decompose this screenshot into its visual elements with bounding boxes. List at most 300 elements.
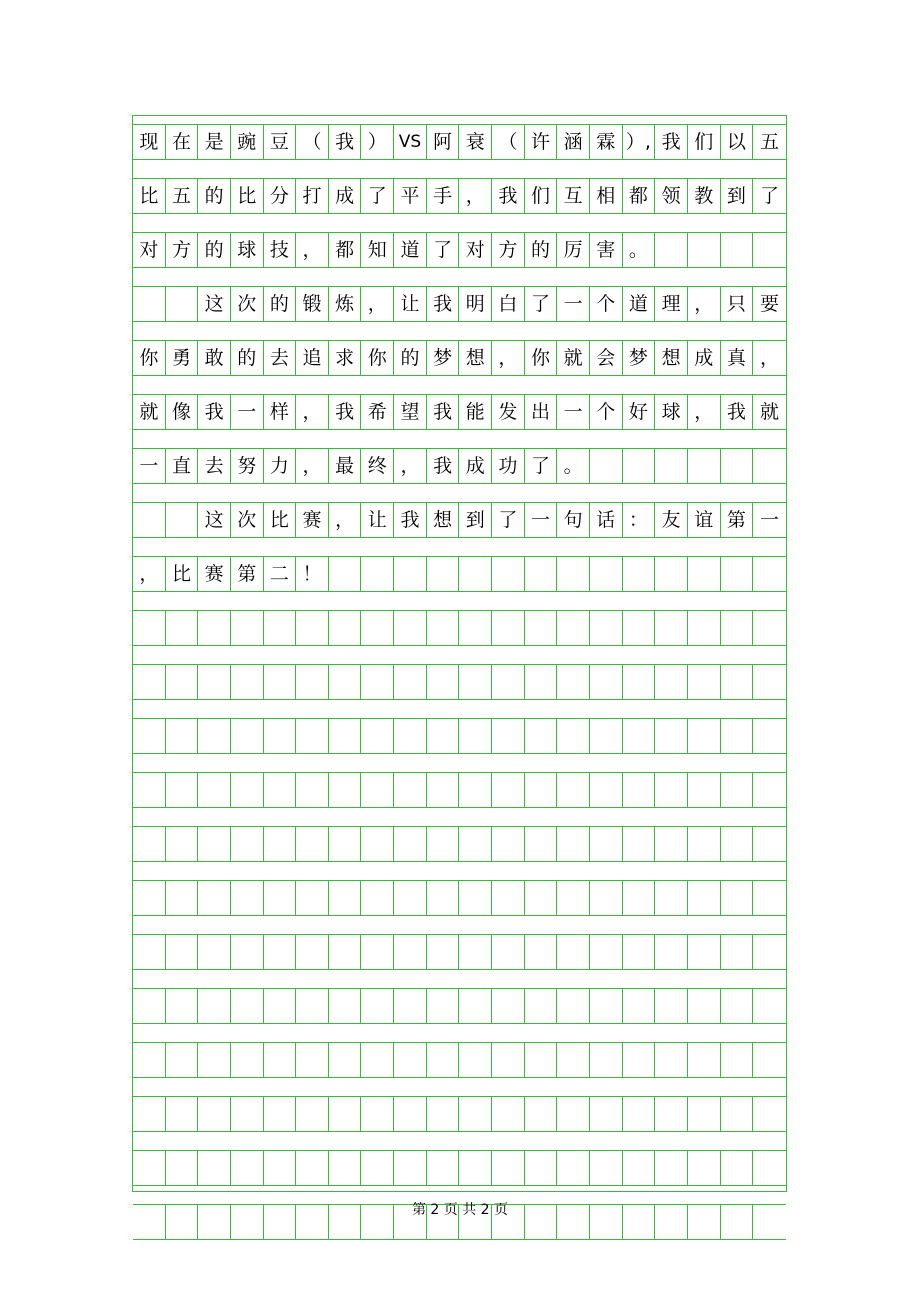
grid-cell: 厉 bbox=[557, 233, 590, 267]
grid-cell: 直 bbox=[166, 449, 199, 483]
writing-grid-sheet bbox=[132, 115, 787, 1192]
grid-cell: 你 bbox=[361, 341, 394, 375]
grid-row bbox=[133, 502, 786, 538]
grid-cell bbox=[166, 935, 199, 969]
grid-cell bbox=[394, 935, 427, 969]
grid-cell: 的 bbox=[264, 287, 297, 321]
grid-cell bbox=[557, 611, 590, 645]
grid-cell bbox=[753, 557, 786, 591]
grid-cell bbox=[655, 665, 688, 699]
grid-cell bbox=[231, 989, 264, 1023]
grid-cell bbox=[721, 719, 754, 753]
grid-cell bbox=[688, 611, 721, 645]
grid-cell: 次 bbox=[231, 503, 264, 537]
grid-cell bbox=[623, 1151, 656, 1185]
grid-cell: （ bbox=[492, 125, 525, 159]
grid-cell bbox=[688, 989, 721, 1023]
grid-cell: 好 bbox=[623, 395, 656, 429]
grid-cell: 求 bbox=[329, 341, 362, 375]
grid-cell: 技 bbox=[264, 233, 297, 267]
grid-cell bbox=[329, 665, 362, 699]
grid-cell bbox=[361, 935, 394, 969]
grid-cell: ）, bbox=[623, 125, 656, 159]
grid-cell: 我 bbox=[427, 449, 460, 483]
grid-cell bbox=[492, 557, 525, 591]
grid-cell bbox=[264, 827, 297, 861]
grid-cell bbox=[329, 1151, 362, 1185]
grid-cell bbox=[231, 1043, 264, 1077]
grid-cell bbox=[166, 719, 199, 753]
grid-cell bbox=[394, 611, 427, 645]
grid-cell bbox=[166, 287, 199, 321]
grid-row bbox=[133, 934, 786, 970]
grid-cell bbox=[329, 1097, 362, 1131]
grid-cell: 比 bbox=[166, 557, 199, 591]
grid-cell bbox=[264, 773, 297, 807]
grid-cell: 的 bbox=[525, 233, 558, 267]
grid-cell: 话 bbox=[590, 503, 623, 537]
grid-cell bbox=[557, 989, 590, 1023]
grid-cell bbox=[590, 719, 623, 753]
grid-cell: VS bbox=[394, 125, 427, 159]
grid-cell: ！ bbox=[296, 557, 329, 591]
grid-cell bbox=[427, 665, 460, 699]
grid-cell bbox=[133, 287, 166, 321]
grid-cell bbox=[198, 935, 231, 969]
grid-cell: 谊 bbox=[688, 503, 721, 537]
grid-cell: 想 bbox=[427, 503, 460, 537]
grid-cell: （ bbox=[296, 125, 329, 159]
grid-cell: 道 bbox=[394, 233, 427, 267]
grid-cell bbox=[753, 989, 786, 1023]
grid-cell bbox=[557, 1043, 590, 1077]
grid-cell bbox=[427, 935, 460, 969]
grid-cell: 了 bbox=[427, 233, 460, 267]
grid-cell bbox=[688, 1151, 721, 1185]
grid-cell bbox=[361, 827, 394, 861]
grid-cell bbox=[721, 1097, 754, 1131]
grid-cell: 成 bbox=[329, 179, 362, 213]
grid-cell bbox=[655, 1151, 688, 1185]
grid-cell: 梦 bbox=[427, 341, 460, 375]
grid-cell bbox=[721, 665, 754, 699]
grid-cell bbox=[394, 719, 427, 753]
grid-cell bbox=[492, 827, 525, 861]
grid-cell: ： bbox=[623, 503, 656, 537]
grid-cell bbox=[721, 557, 754, 591]
grid-cell: 都 bbox=[623, 179, 656, 213]
grid-cell bbox=[296, 1043, 329, 1077]
grid-cell bbox=[590, 1097, 623, 1131]
grid-cell: 希 bbox=[361, 395, 394, 429]
grid-cell bbox=[231, 1097, 264, 1131]
grid-cell bbox=[655, 1043, 688, 1077]
grid-cell: 理 bbox=[655, 287, 688, 321]
grid-cell bbox=[231, 773, 264, 807]
grid-cell: 道 bbox=[623, 287, 656, 321]
grid-cell: 五 bbox=[166, 179, 199, 213]
grid-cell: 二 bbox=[264, 557, 297, 591]
grid-row bbox=[133, 232, 786, 268]
grid-cell bbox=[655, 827, 688, 861]
grid-cell: 想 bbox=[459, 341, 492, 375]
grid-cell: 到 bbox=[721, 179, 754, 213]
grid-cell: 。 bbox=[623, 233, 656, 267]
grid-cell bbox=[492, 881, 525, 915]
grid-cell: 追 bbox=[296, 341, 329, 375]
grid-cell: 一 bbox=[759, 508, 779, 531]
grid-cell bbox=[492, 935, 525, 969]
grid-cell: 去 bbox=[264, 341, 297, 375]
grid-row bbox=[133, 772, 786, 808]
grid-cell: 会 bbox=[590, 341, 623, 375]
grid-cell bbox=[459, 1151, 492, 1185]
grid-cell: 一 bbox=[557, 287, 590, 321]
grid-cell bbox=[721, 881, 754, 915]
grid-cell: 比 bbox=[133, 179, 166, 213]
grid-cell bbox=[427, 773, 460, 807]
grid-cell bbox=[231, 1151, 264, 1185]
grid-cell: ） bbox=[361, 125, 394, 159]
grid-cell bbox=[459, 881, 492, 915]
grid-cell bbox=[688, 557, 721, 591]
grid-cell: 第 bbox=[231, 557, 264, 591]
grid-row bbox=[133, 1042, 786, 1078]
grid-cell bbox=[133, 773, 166, 807]
grid-cell: 就 bbox=[557, 341, 590, 375]
grid-cell: 要 bbox=[759, 292, 779, 315]
grid-cell bbox=[590, 449, 623, 483]
grid-cell bbox=[361, 1151, 394, 1185]
grid-cell: 球 bbox=[231, 233, 264, 267]
grid-cell: ， bbox=[133, 557, 166, 591]
grid-cell: 我 bbox=[198, 395, 231, 429]
grid-cell: 发 bbox=[492, 395, 525, 429]
grid-cell bbox=[590, 611, 623, 645]
grid-cell: 锻 bbox=[296, 287, 329, 321]
grid-cell: 成 bbox=[459, 449, 492, 483]
grid-cell: 到 bbox=[459, 503, 492, 537]
grid-cell bbox=[721, 449, 754, 483]
grid-cell: 努 bbox=[231, 449, 264, 483]
grid-cell: 对 bbox=[459, 233, 492, 267]
grid-cell bbox=[198, 881, 231, 915]
page-number: 第 2 页 共 2 页 bbox=[411, 1202, 509, 1218]
grid-cell bbox=[525, 719, 558, 753]
grid-cell bbox=[361, 557, 394, 591]
grid-cell: 敢 bbox=[198, 341, 231, 375]
grid-cell bbox=[394, 881, 427, 915]
grid-cell: 方 bbox=[492, 233, 525, 267]
grid-cell: 阿 bbox=[427, 125, 460, 159]
grid-cell bbox=[264, 881, 297, 915]
grid-cell bbox=[525, 773, 558, 807]
grid-cell bbox=[590, 665, 623, 699]
grid-cell: 一 bbox=[231, 395, 264, 429]
grid-cell: 比 bbox=[231, 179, 264, 213]
grid-cell bbox=[296, 827, 329, 861]
grid-cell: ， bbox=[759, 346, 779, 369]
grid-cell bbox=[623, 827, 656, 861]
grid-cell bbox=[166, 827, 199, 861]
grid-cell bbox=[361, 881, 394, 915]
grid-cell bbox=[721, 611, 754, 645]
grid-cell: 句 bbox=[557, 503, 590, 537]
grid-cell: 能 bbox=[459, 395, 492, 429]
grid-cell bbox=[361, 665, 394, 699]
grid-cell bbox=[231, 665, 264, 699]
grid-cell bbox=[688, 1043, 721, 1077]
grid-cell: 是 bbox=[198, 125, 231, 159]
grid-cell: 相 bbox=[590, 179, 623, 213]
grid-cell bbox=[590, 1151, 623, 1185]
grid-cell: 真 bbox=[721, 341, 754, 375]
grid-cell bbox=[492, 1151, 525, 1185]
grid-cell bbox=[264, 1097, 297, 1131]
grid-cell bbox=[557, 1097, 590, 1131]
grid-cell bbox=[264, 1043, 297, 1077]
grid-cell bbox=[525, 989, 558, 1023]
grid-cell bbox=[133, 665, 166, 699]
grid-cell bbox=[655, 881, 688, 915]
grid-cell: 手 bbox=[427, 179, 460, 213]
grid-cell bbox=[557, 557, 590, 591]
grid-cell bbox=[623, 449, 656, 483]
grid-cell: 打 bbox=[296, 179, 329, 213]
grid-cell bbox=[166, 1043, 199, 1077]
grid-row bbox=[133, 610, 786, 646]
grid-cell: 知 bbox=[361, 233, 394, 267]
grid-cell bbox=[427, 557, 460, 591]
grid-cell bbox=[231, 935, 264, 969]
grid-cell bbox=[721, 1043, 754, 1077]
grid-cell: 让 bbox=[361, 503, 394, 537]
grid-cell bbox=[721, 233, 754, 267]
grid-cell: 领 bbox=[655, 179, 688, 213]
grid-cell: 平 bbox=[394, 179, 427, 213]
grid-cell: ， bbox=[361, 287, 394, 321]
grid-cell bbox=[753, 827, 786, 861]
grid-cell bbox=[525, 665, 558, 699]
grid-cell bbox=[133, 611, 166, 645]
grid-cell bbox=[296, 611, 329, 645]
grid-cell bbox=[459, 989, 492, 1023]
grid-cell bbox=[296, 1097, 329, 1131]
grid-cell: 成 bbox=[688, 341, 721, 375]
grid-cell bbox=[133, 719, 166, 753]
grid-cell: 白 bbox=[492, 287, 525, 321]
grid-cell: 望 bbox=[394, 395, 427, 429]
grid-cell bbox=[361, 719, 394, 753]
grid-cell: 让 bbox=[394, 287, 427, 321]
grid-cell: 了 bbox=[759, 184, 779, 207]
grid-cell bbox=[329, 935, 362, 969]
grid-cell bbox=[753, 719, 786, 753]
grid-cell bbox=[688, 773, 721, 807]
grid-cell: 现 bbox=[133, 125, 166, 159]
grid-cell bbox=[525, 827, 558, 861]
grid-cell bbox=[623, 773, 656, 807]
grid-cell: ， bbox=[492, 341, 525, 375]
grid-cell bbox=[557, 935, 590, 969]
grid-cell bbox=[198, 1043, 231, 1077]
grid-cell bbox=[590, 881, 623, 915]
grid-cell bbox=[525, 1151, 558, 1185]
grid-cell: 豆 bbox=[264, 125, 297, 159]
grid-cell bbox=[329, 827, 362, 861]
grid-cell bbox=[525, 1043, 558, 1077]
grid-row bbox=[133, 1150, 786, 1186]
grid-cell: 涵 bbox=[557, 125, 590, 159]
grid-cell bbox=[296, 935, 329, 969]
grid-cell: 许 bbox=[525, 125, 558, 159]
grid-cell bbox=[492, 1097, 525, 1131]
grid-cell bbox=[655, 557, 688, 591]
grid-cell bbox=[427, 611, 460, 645]
grid-row bbox=[133, 880, 786, 916]
grid-cell bbox=[198, 665, 231, 699]
grid-cell bbox=[655, 1097, 688, 1131]
grid-cell: 豌 bbox=[231, 125, 264, 159]
grid-row bbox=[133, 988, 786, 1024]
grid-cell bbox=[296, 719, 329, 753]
grid-cell: 的 bbox=[231, 341, 264, 375]
grid-cell bbox=[166, 1097, 199, 1131]
grid-cell bbox=[721, 773, 754, 807]
grid-cell bbox=[296, 989, 329, 1023]
grid-cell: ， bbox=[459, 179, 492, 213]
grid-cell bbox=[753, 611, 786, 645]
grid-cell: 了 bbox=[525, 287, 558, 321]
grid-cell: 我 bbox=[394, 503, 427, 537]
grid-cell bbox=[198, 611, 231, 645]
grid-cell bbox=[459, 1043, 492, 1077]
grid-cell bbox=[492, 611, 525, 645]
grid-cell bbox=[525, 1097, 558, 1131]
grid-cell bbox=[525, 935, 558, 969]
grid-cell: 五 bbox=[759, 130, 779, 153]
grid-cell: 个 bbox=[590, 287, 623, 321]
grid-cell bbox=[623, 1043, 656, 1077]
grid-cell bbox=[590, 827, 623, 861]
grid-cell bbox=[557, 881, 590, 915]
grid-cell: 分 bbox=[264, 179, 297, 213]
grid-cell bbox=[655, 449, 688, 483]
grid-cell bbox=[525, 557, 558, 591]
grid-cell bbox=[198, 1151, 231, 1185]
grid-cell bbox=[394, 827, 427, 861]
grid-row bbox=[133, 340, 786, 376]
grid-cell: 想 bbox=[655, 341, 688, 375]
grid-cell: 害 bbox=[590, 233, 623, 267]
grid-cell: 们 bbox=[688, 125, 721, 159]
grid-cell bbox=[394, 1097, 427, 1131]
grid-cell bbox=[623, 935, 656, 969]
grid-cell bbox=[166, 989, 199, 1023]
grid-cell: ， bbox=[688, 395, 721, 429]
grid-cell bbox=[329, 881, 362, 915]
grid-cell: 在 bbox=[166, 125, 199, 159]
grid-cell: 炼 bbox=[329, 287, 362, 321]
grid-cell: 终 bbox=[361, 449, 394, 483]
grid-row bbox=[133, 286, 786, 322]
grid-cell bbox=[231, 827, 264, 861]
grid-cell: 功 bbox=[492, 449, 525, 483]
grid-cell bbox=[688, 665, 721, 699]
grid-cell bbox=[623, 665, 656, 699]
grid-cell: 。 bbox=[557, 449, 590, 483]
grid-cell bbox=[721, 827, 754, 861]
grid-cell bbox=[231, 881, 264, 915]
grid-cell: 以 bbox=[721, 125, 754, 159]
grid-cell bbox=[231, 719, 264, 753]
grid-cell: 对 bbox=[133, 233, 166, 267]
grid-cell bbox=[492, 989, 525, 1023]
grid-cell bbox=[753, 935, 786, 969]
grid-cell bbox=[329, 1043, 362, 1077]
grid-cell bbox=[361, 1097, 394, 1131]
grid-cell bbox=[329, 719, 362, 753]
grid-cell: 教 bbox=[688, 179, 721, 213]
grid-cell bbox=[166, 881, 199, 915]
grid-cell: 这 bbox=[198, 503, 231, 537]
grid-cell bbox=[721, 935, 754, 969]
grid-cell bbox=[721, 989, 754, 1023]
grid-cell bbox=[361, 1043, 394, 1077]
grid-cell bbox=[133, 1043, 166, 1077]
grid-cell: ， bbox=[688, 287, 721, 321]
grid-cell bbox=[329, 611, 362, 645]
grid-cell: 样 bbox=[264, 395, 297, 429]
grid-cell bbox=[427, 1043, 460, 1077]
grid-cell bbox=[655, 233, 688, 267]
grid-cell: ， bbox=[329, 503, 362, 537]
grid-cell bbox=[394, 665, 427, 699]
grid-row bbox=[133, 826, 786, 862]
grid-cell bbox=[198, 773, 231, 807]
grid-cell bbox=[198, 827, 231, 861]
grid-cell: 我 bbox=[329, 395, 362, 429]
grid-cell bbox=[492, 773, 525, 807]
grid-row bbox=[133, 178, 786, 214]
grid-cell: 勇 bbox=[166, 341, 199, 375]
grid-cell bbox=[231, 611, 264, 645]
grid-cell bbox=[557, 827, 590, 861]
grid-cell bbox=[623, 881, 656, 915]
grid-cell: 我 bbox=[427, 287, 460, 321]
grid-cell bbox=[133, 1151, 166, 1185]
grid-cell bbox=[198, 1097, 231, 1131]
grid-cell bbox=[623, 989, 656, 1023]
grid-cell bbox=[329, 989, 362, 1023]
grid-cell bbox=[492, 1043, 525, 1077]
grid-cell bbox=[427, 1151, 460, 1185]
grid-cell bbox=[492, 719, 525, 753]
grid-cell bbox=[459, 719, 492, 753]
grid-cell: 的 bbox=[394, 341, 427, 375]
grid-cell bbox=[296, 1151, 329, 1185]
grid-cell bbox=[427, 719, 460, 753]
grid-cell bbox=[133, 503, 166, 537]
grid-cell bbox=[166, 503, 199, 537]
grid-cell bbox=[166, 1151, 199, 1185]
grid-cell bbox=[688, 449, 721, 483]
grid-cell: 第 bbox=[721, 503, 754, 537]
grid-cell: 我 bbox=[492, 179, 525, 213]
grid-cell bbox=[264, 665, 297, 699]
grid-cell: 友 bbox=[655, 503, 688, 537]
grid-cell bbox=[427, 1097, 460, 1131]
